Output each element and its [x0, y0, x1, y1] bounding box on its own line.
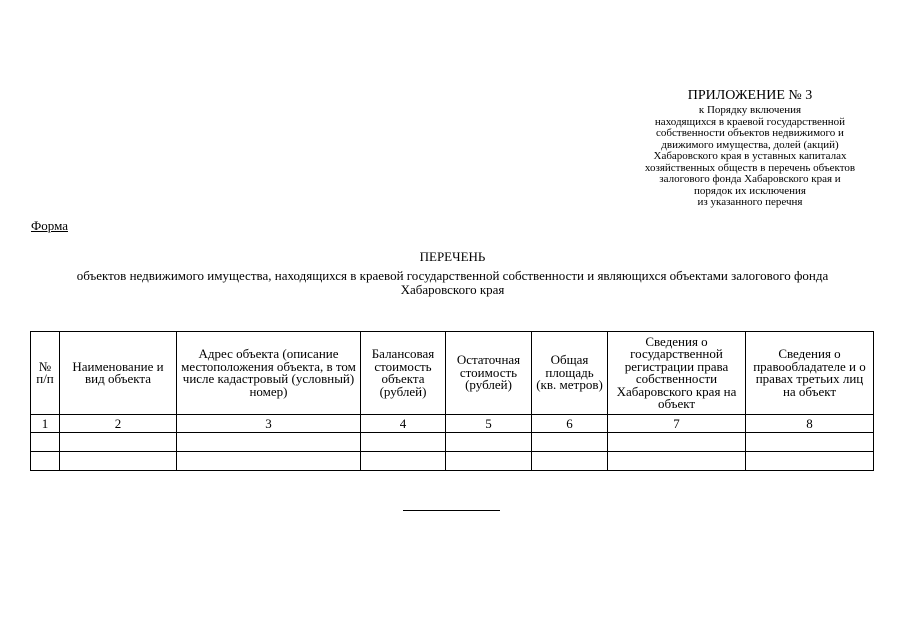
column-number: 5: [446, 415, 532, 433]
table-row: [31, 433, 874, 452]
closing-line: [403, 510, 500, 511]
document-title: ПЕРЕЧЕНЬ: [419, 249, 486, 264]
header-cell-balance-cost: Балансовая стоимость объекта (рублей): [361, 332, 446, 415]
header-cell-registration: Сведения о государственной регистрации права собственности Хабаровского края на объект: [608, 332, 746, 415]
table-cell: [177, 433, 361, 452]
table-cell: [608, 452, 746, 471]
table-cell: [532, 452, 608, 471]
column-number: 8: [746, 415, 874, 433]
appendix-block: [600, 88, 900, 209]
table-numbering-row: [31, 415, 874, 433]
table-row: [31, 452, 874, 471]
appendix-line: хозяйственных обществ в перечень объектов: [644, 161, 856, 174]
column-number: 6: [532, 415, 608, 433]
appendix-line: находящихся в краевой государственной: [654, 115, 846, 128]
header-cell-number: № п/п: [31, 332, 60, 415]
column-number: 7: [608, 415, 746, 433]
table-cell: [608, 433, 746, 452]
header-cell-rightholder: Сведения о правообладателе и о правах третьих лиц на объект: [746, 332, 874, 415]
table-cell: [446, 452, 532, 471]
objects-table: [30, 331, 874, 471]
table-cell: [60, 452, 177, 471]
table-cell: [532, 433, 608, 452]
appendix-line: залогового фонда Хабаровского края и: [659, 173, 841, 185]
column-number: 2: [60, 415, 177, 433]
table-cell: [60, 433, 177, 452]
table-cell: [31, 433, 60, 452]
column-number: 4: [361, 415, 446, 433]
table-cell: [361, 433, 446, 452]
header-cell-residual-cost: Остаточная стоимость (рублей): [446, 332, 532, 415]
table-cell: [746, 433, 874, 452]
table-cell: [361, 452, 446, 471]
appendix-line: порядок их исключения: [694, 184, 806, 197]
table-header-row: [31, 332, 874, 415]
table-cell: [746, 452, 874, 471]
appendix-line: Хабаровского края в уставных капиталах: [653, 150, 847, 162]
column-number: 3: [177, 415, 361, 433]
header-cell-area: Общая площадь (кв. метров): [532, 332, 608, 415]
table-cell: [177, 452, 361, 471]
appendix-heading: ПРИЛОЖЕНИЕ № 3: [687, 88, 813, 103]
form-label: Форма: [31, 218, 68, 233]
header-cell-address: Адрес объекта (описание местоположения объекта, в том числе кадастровый (условный) номер): [177, 332, 361, 415]
column-number: 1: [31, 415, 60, 433]
table-cell: [446, 433, 532, 452]
appendix-line: из указанного перечня: [697, 196, 803, 208]
appendix-line: движимого имущества, долей (акций): [661, 138, 839, 151]
header-cell-name: Наименование и вид объекта: [60, 332, 177, 415]
document-subtitle: объектов недвижимого имущества, находящихся в краевой государственной собственности и являющихся объектами залогового фонда Хабаровского края: [76, 268, 829, 297]
appendix-line: собственности объектов недвижимого и: [656, 127, 844, 139]
appendix-line: к Порядку включения: [698, 104, 802, 116]
table-cell: [31, 452, 60, 471]
